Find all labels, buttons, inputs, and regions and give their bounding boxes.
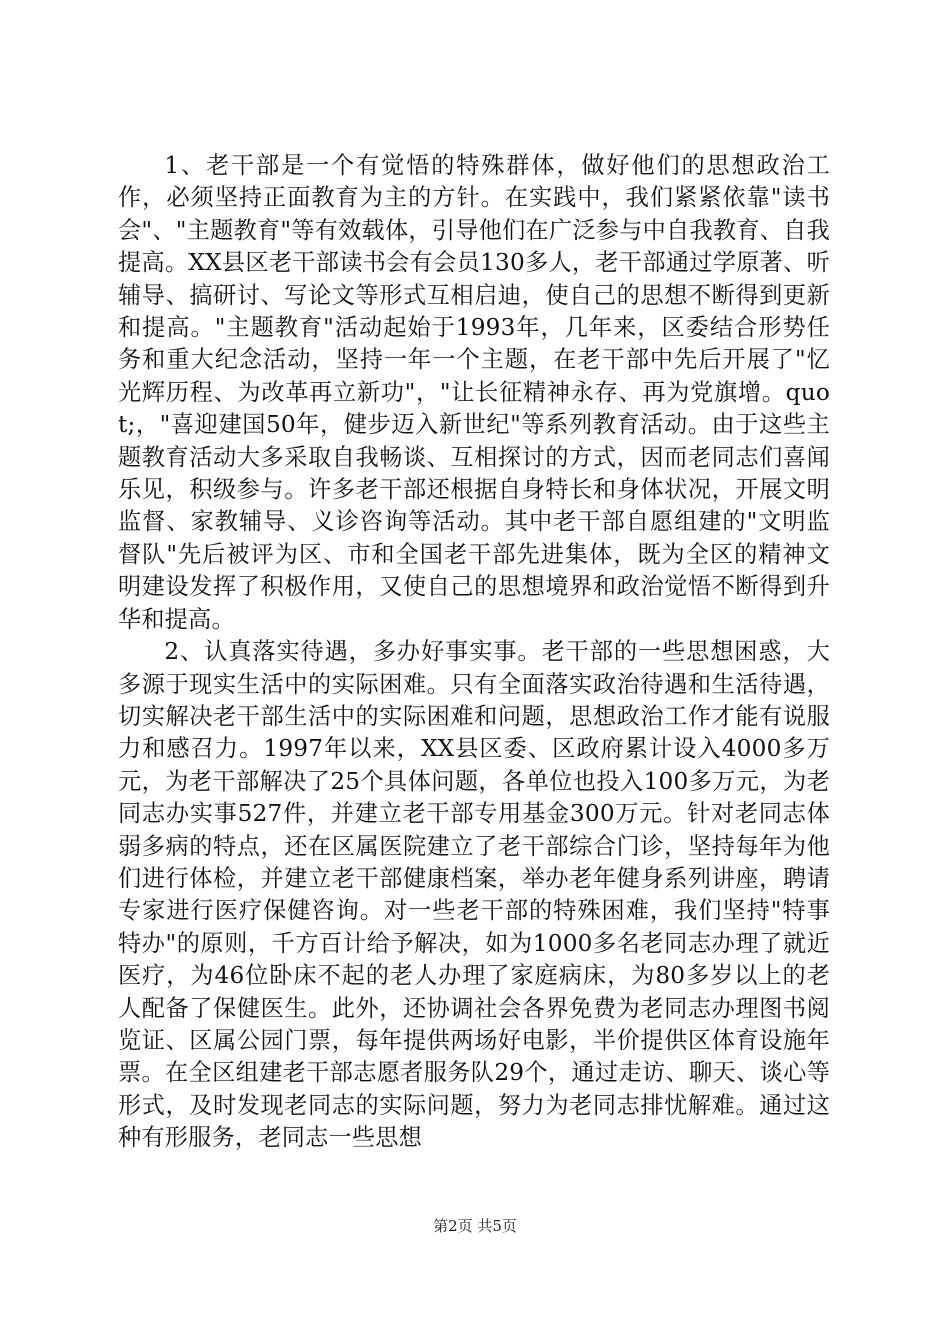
document-body — [118, 150, 830, 1155]
paragraph-2: 2、认真落实待遇，多办好事实事。老干部的一些思想困惑，大多源于现实生活中的实际困难。只有全面落实政治待遇和生活待遇，切实解决老干部生活中的实际困难和问题，思想政治工作才能有说服力和感召力。1997年以来，XX县区委、区政府累计设入4000多万元，为老干部解决了25个具体问题，各单位也投入100多万元，为老同志办实事527件，并建立老干部专用基金300万元。针对老同志体弱多病的特点，还在区属医院建立了老干部综合门诊，坚持每年为他们进行体检，并建立老干部健康档案，举办老年健身系列讲座，聘请专家进行医疗保健咨询。对一些老干部的特殊困难，我们坚持"特事特办"的原则，千方百计给予解决，如为1000多名老同志办理了就近医疗，为46位卧床不起的老人办理了家庭病床，为80多岁以上的老人配备了保健医生。此外，还协调社会各界免费为老同志办理图书阅览证、区属公园门票，每年提供两场好电影，半价提供区体育设施年票。在全区组建老干部志愿者服务队29个，通过走访、聊天、谈心等形式，及时发现老同志的实际问题，努力为老同志排忧解难。通过这种有形服务，老同志一些思想 — [118, 638, 830, 1152]
page-number: 第2页 共5页 — [433, 1217, 517, 1235]
paragraph-1: 1、老干部是一个有觉悟的特殊群体，做好他们的思想政治工作，必须坚持正面教育为主的方针。在实践中，我们紧紧依靠"读书会"、"主题教育"等有效载体，引导他们在广泛参与中自我教育、自我提高。XX县区老干部读书会有会员130多人，老干部通过学原著、听辅导、搞研讨、写论文等形式互相启迪，使自己的思想不断得到更新和提高。"主题教育"活动起始于1993年，几年来，区委结合形势任务和重大纪念活动，坚持一年一个主题，在老干部中先后开展了"忆光辉历程、为改革再立新功"，"让长征精神永存、再为党旗增。quot;，"喜迎建国50年，健步迈入新世纪"等系列教育活动。由于这些主题教育活动大多采取自我畅谈、互相探讨的方式，因而老同志们喜闻乐见，积级参与。许多老干部还根据自身特长和身体状况，开展文明监督、家教辅导、义诊咨询等活动。其中老干部自愿组建的"文明监督队"先后被评为区、市和全国老干部先进集体，既为全区的精神文明建设发挥了积极作用，又使自己的思想境界和政治觉悟不断得到升华和提高。 — [118, 152, 830, 633]
page-footer — [0, 1216, 950, 1236]
